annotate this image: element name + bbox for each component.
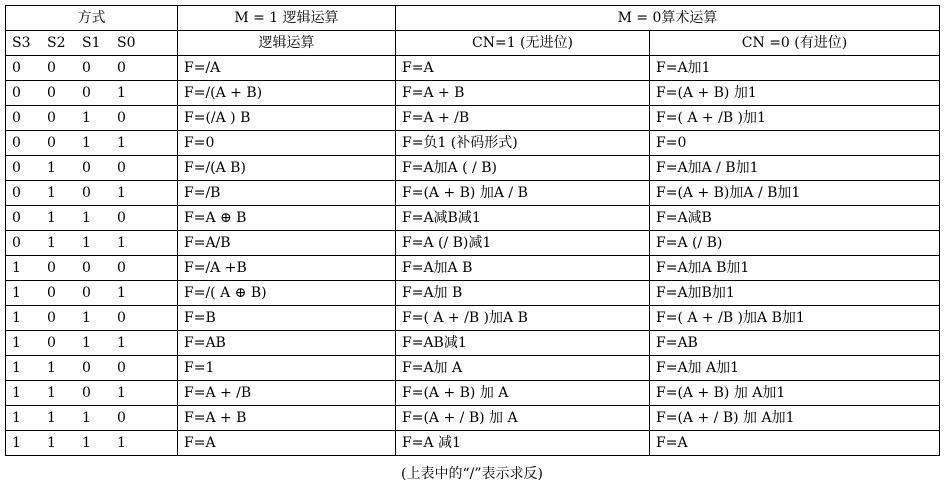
select-bit-value: 1 (117, 85, 126, 101)
select-bit-value: 1 (47, 410, 56, 426)
select-bits-cell (6, 181, 178, 206)
header-row-top (6, 6, 940, 31)
table-row (6, 406, 940, 431)
cn0-function-cell: F=A加1 (650, 56, 940, 81)
select-bit-value: 1 (82, 210, 91, 226)
cn1-function-cell: F=AB减1 (396, 331, 650, 356)
select-bits-cell (6, 106, 178, 131)
table-row (6, 131, 940, 156)
table-caption: (上表中的“/”表示求反) (401, 466, 543, 482)
table-row (6, 206, 940, 231)
select-bit-value: 0 (47, 260, 56, 276)
cn1-function-cell: F=A加A ( / B) (396, 156, 650, 181)
select-bit-value: 0 (82, 260, 91, 276)
select-bits-cell (6, 431, 178, 456)
select-bits-cell (6, 206, 178, 231)
table-row (6, 331, 940, 356)
select-bit-value: 0 (47, 285, 56, 301)
select-bit-value: 1 (117, 285, 126, 301)
select-bits-cell (6, 331, 178, 356)
cn0-function-cell: F=(A + / B) 加 A加1 (650, 406, 940, 431)
cn0-function-cell: F=(A + B) 加1 (650, 81, 940, 106)
select-bit-value: 0 (82, 385, 91, 401)
select-bit-value: 1 (47, 210, 56, 226)
select-bit-value: 0 (117, 210, 126, 226)
select-bit-value: 0 (117, 260, 126, 276)
select-bits-header (6, 31, 178, 56)
select-bit-value: 0 (47, 310, 56, 326)
select-bit-value: 1 (82, 110, 91, 126)
cn1-function-cell: F=A (/ B)减1 (396, 231, 650, 256)
logic-function-cell: F=A/B (178, 231, 396, 256)
select-bits-cell (6, 81, 178, 106)
select-bit-value: 1 (12, 260, 21, 276)
select-bit-value: 0 (12, 135, 21, 151)
table-row (6, 156, 940, 181)
select-bit-value: 0 (12, 235, 21, 251)
select-bit-value: 1 (117, 435, 126, 451)
logic-function-cell: F=/(A B) (178, 156, 396, 181)
select-bit-value: 1 (47, 160, 56, 176)
select-bit-value: 1 (12, 385, 21, 401)
logic-function-cell: F=/B (178, 181, 396, 206)
cn0-function-cell: F=( A + /B )加A B加1 (650, 306, 940, 331)
select-bit-value: 1 (82, 410, 91, 426)
table-row (6, 231, 940, 256)
logic-function-cell: F=AB (178, 331, 396, 356)
cn0-function-cell: F=A加 A加1 (650, 356, 940, 381)
select-bit-value: 1 (12, 435, 21, 451)
cn1-function-cell: F=A加 B (396, 281, 650, 306)
cn0-function-cell: F=A加B加1 (650, 281, 940, 306)
select-bit-value: 0 (117, 310, 126, 326)
select-bit-value: 0 (47, 85, 56, 101)
cn1-function-cell: F=负1 (补码形式) (396, 131, 650, 156)
select-bit-value: 1 (12, 335, 21, 351)
cn0-function-cell: F=A加A B加1 (650, 256, 940, 281)
select-bit-value: 1 (82, 235, 91, 251)
select-bit-value: 1 (82, 310, 91, 326)
select-bit-value: 1 (47, 235, 56, 251)
select-bit-value: 1 (47, 185, 56, 201)
mode-header: 方式 (6, 6, 178, 31)
logic-function-cell: F=0 (178, 131, 396, 156)
select-bit-value: 0 (12, 160, 21, 176)
table-row (6, 81, 940, 106)
select-bits-cell (6, 56, 178, 81)
logic-function-cell: F=/( A ⊕ B) (178, 281, 396, 306)
cn0-function-cell: F=AB (650, 331, 940, 356)
logic-function-cell: F=A + /B (178, 381, 396, 406)
select-bit-value: 1 (47, 360, 56, 376)
logic-function-cell: F=1 (178, 356, 396, 381)
logic-group-header: M = 1 逻辑运算 (178, 6, 396, 31)
table-row (6, 106, 940, 131)
select-bit-value: 1 (82, 435, 91, 451)
table-row (6, 181, 940, 206)
select-bit-label: S0 (117, 35, 136, 51)
cn0-col-header: CN =0 (有进位) (650, 31, 940, 56)
cn0-function-cell: F=(A + B) 加 A加1 (650, 381, 940, 406)
logic-function-cell: F=/A (178, 56, 396, 81)
select-bit-value: 0 (47, 110, 56, 126)
select-bit-value: 0 (12, 185, 21, 201)
select-bit-value: 0 (117, 160, 126, 176)
cn1-function-cell: F=A + /B (396, 106, 650, 131)
select-bit-value: 1 (117, 335, 126, 351)
select-bits-cell (6, 256, 178, 281)
select-bit-value: 0 (82, 360, 91, 376)
select-bit-value: 0 (47, 335, 56, 351)
select-bit-value: 1 (47, 385, 56, 401)
select-bit-value: 0 (82, 85, 91, 101)
select-bit-value: 1 (117, 185, 126, 201)
select-bits-cell (6, 356, 178, 381)
cn0-function-cell: F=A (/ B) (650, 231, 940, 256)
select-bits-cell (6, 281, 178, 306)
select-bits-cell (6, 406, 178, 431)
table-row (6, 306, 940, 331)
select-bit-value: 1 (82, 135, 91, 151)
cn1-function-cell: F=(A + B) 加A / B (396, 181, 650, 206)
logic-function-cell: F=/A +B (178, 256, 396, 281)
select-bit-label: S2 (47, 35, 66, 51)
select-bit-value: 1 (12, 410, 21, 426)
select-bit-value: 1 (117, 235, 126, 251)
select-bit-value: 0 (12, 210, 21, 226)
select-bit-label: S1 (82, 35, 101, 51)
select-bit-value: 0 (12, 60, 21, 76)
table-row (6, 281, 940, 306)
select-bit-value: 1 (12, 285, 21, 301)
select-bit-value: 0 (82, 60, 91, 76)
logic-function-cell: F=A (178, 431, 396, 456)
logic-function-cell: F=/(A + B) (178, 81, 396, 106)
select-bit-value: 0 (117, 60, 126, 76)
cn1-function-cell: F=A加A B (396, 256, 650, 281)
logic-function-cell: F=A + B (178, 406, 396, 431)
cn1-function-cell: F=A加 A (396, 356, 650, 381)
alu-function-table (5, 5, 940, 456)
cn1-function-cell: F=A (396, 56, 650, 81)
select-bit-value: 0 (12, 110, 21, 126)
table-row (6, 381, 940, 406)
logic-col-header: 逻辑运算 (178, 31, 396, 56)
select-bit-value: 1 (82, 335, 91, 351)
select-bit-value: 0 (82, 285, 91, 301)
select-bits-cell (6, 306, 178, 331)
select-bit-value: 0 (47, 60, 56, 76)
select-bit-value: 0 (82, 160, 91, 176)
select-bits-cell (6, 381, 178, 406)
cn0-function-cell: F=( A + /B )加1 (650, 106, 940, 131)
select-bit-value: 0 (82, 185, 91, 201)
cn1-function-cell: F=A 减1 (396, 431, 650, 456)
cn1-function-cell: F=(A + / B) 加 A (396, 406, 650, 431)
select-bit-value: 0 (117, 110, 126, 126)
select-bit-value: 1 (12, 360, 21, 376)
logic-function-cell: F=A ⊕ B (178, 206, 396, 231)
cn0-function-cell: F=0 (650, 131, 940, 156)
cn0-function-cell: F=A (650, 431, 940, 456)
table-row (6, 56, 940, 81)
table-row (6, 356, 940, 381)
cn1-function-cell: F=A减B减1 (396, 206, 650, 231)
select-bit-value: 0 (117, 410, 126, 426)
cn1-function-cell: F=( A + /B )加A B (396, 306, 650, 331)
cn1-function-cell: F=A + B (396, 81, 650, 106)
arith-group-header: M = 0算术运算 (396, 6, 940, 31)
select-bits-cell (6, 231, 178, 256)
cn1-function-cell: F=(A + B) 加 A (396, 381, 650, 406)
select-bit-value: 1 (12, 310, 21, 326)
table-row (6, 431, 940, 456)
header-row-sub (6, 31, 940, 56)
select-bit-value: 0 (47, 135, 56, 151)
select-bit-value: 0 (12, 85, 21, 101)
table-body (6, 56, 940, 456)
select-bit-value: 1 (117, 135, 126, 151)
select-bits-cell (6, 131, 178, 156)
cn0-function-cell: F=A加A / B加1 (650, 156, 940, 181)
cn1-col-header: CN=1 (无进位) (396, 31, 650, 56)
table-row (6, 256, 940, 281)
select-bit-value: 0 (117, 360, 126, 376)
logic-function-cell: F=(/A ) B (178, 106, 396, 131)
select-bit-value: 1 (47, 435, 56, 451)
cn0-function-cell: F=(A + B)加A / B加1 (650, 181, 940, 206)
cn0-function-cell: F=A减B (650, 206, 940, 231)
select-bits-cell (6, 156, 178, 181)
select-bit-label: S3 (12, 35, 31, 51)
logic-function-cell: F=B (178, 306, 396, 331)
select-bit-value: 1 (117, 385, 126, 401)
